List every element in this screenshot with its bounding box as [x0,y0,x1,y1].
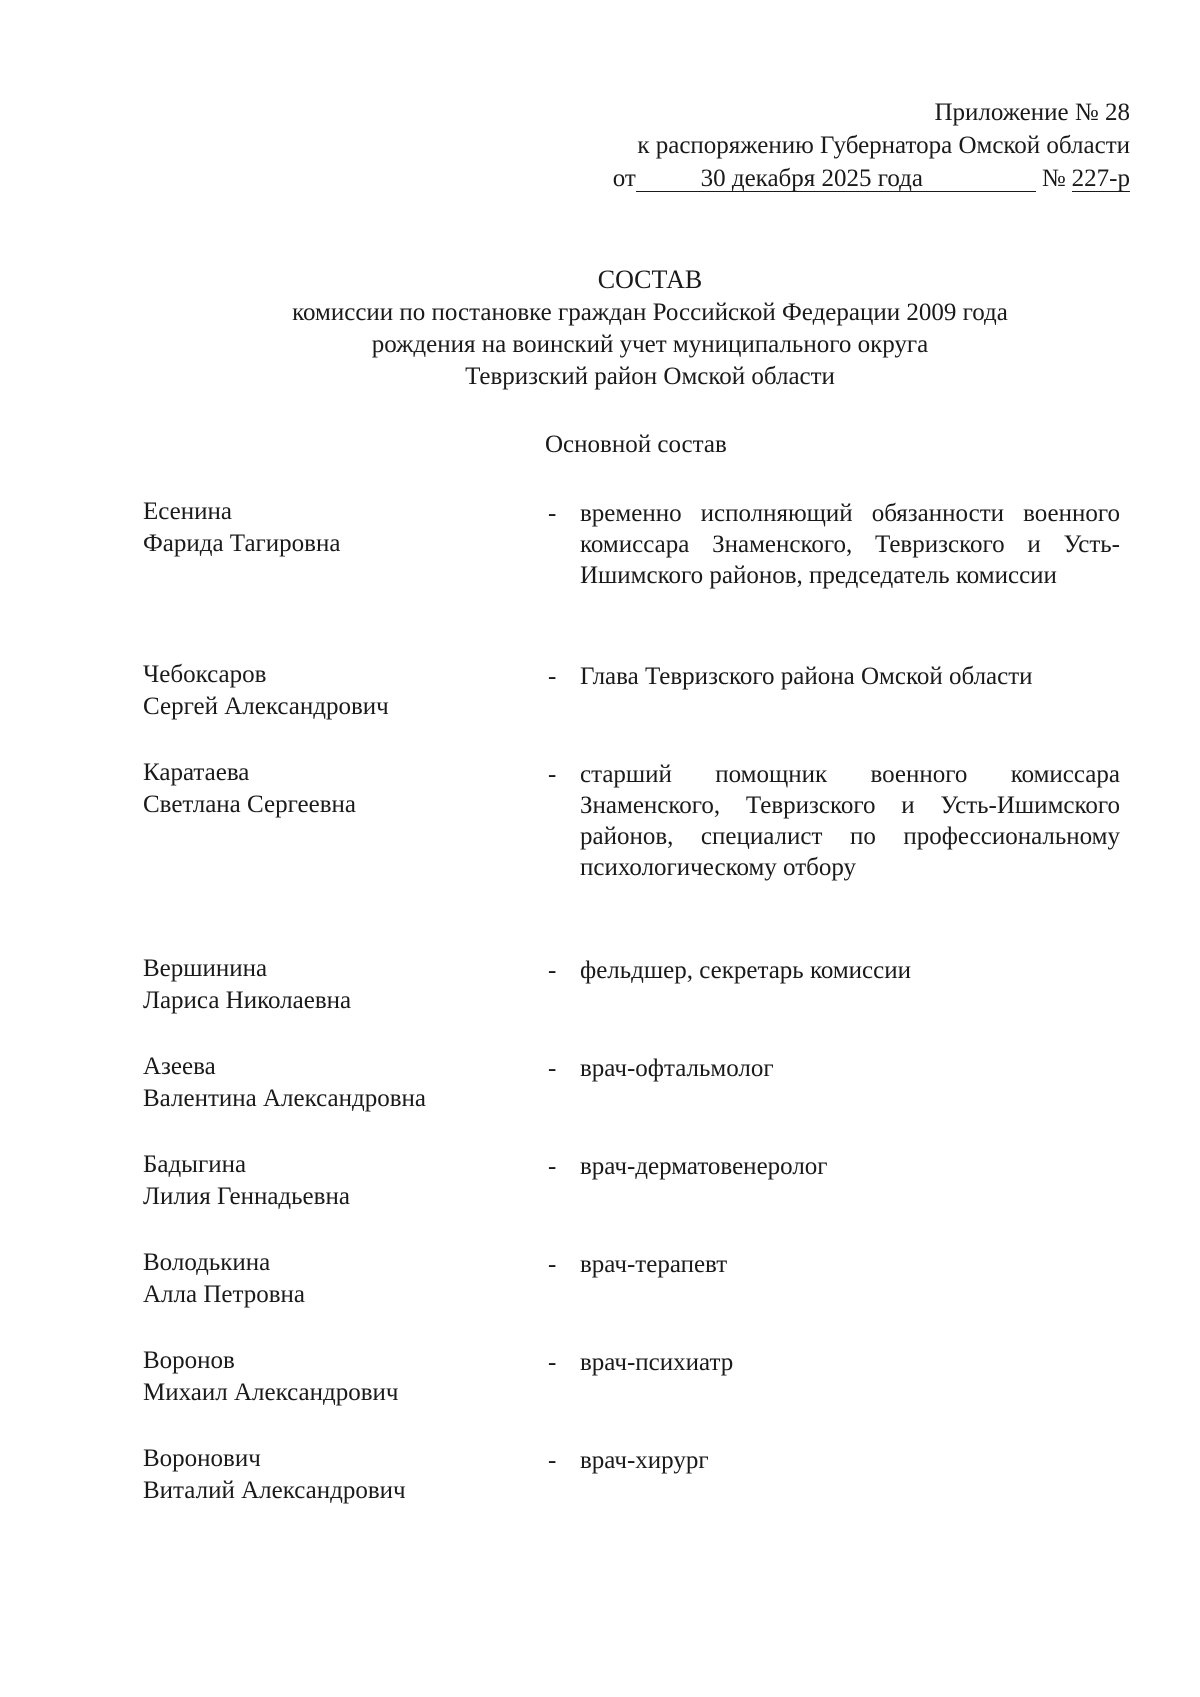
member-given-name: Михаил Александрович [143,1379,399,1406]
member-surname: Чебоксаров [143,661,267,688]
member-name [143,1149,513,1213]
member-dash: - [548,761,557,788]
member-surname: Бадыгина [143,1151,247,1178]
member-given-name: Лариса Николаевна [143,987,352,1014]
member-role: врач-хирург [580,1447,709,1474]
member-dash: - [548,663,557,690]
section-label: Основной состав [545,431,727,458]
member-role: старший помощник военного комиссара Знаменского, Тевризского и Усть-Ишимского районов, специалист по профессиональному психологическому отбору [580,761,1120,881]
member-surname: Вершинина [143,955,268,982]
member-given-name: Валентина Александровна [143,1085,426,1112]
member-given-name: Сергей Александрович [143,693,389,720]
member-dash: - [548,1055,557,1082]
member-role: врач-психиатр [580,1349,734,1376]
member-role: врач-дерматовенеролог [580,1153,828,1180]
date-prefix: от [612,165,636,192]
member-name [143,1247,513,1311]
member-name [143,659,513,723]
member-name [143,1051,513,1115]
member-given-name: Фарида Тагировна [143,530,341,557]
title-line-2: рождения на воинский учет муниципального округа [371,331,929,358]
member-role: врач-терапевт [580,1251,728,1278]
order-number: 227-р [1071,165,1130,192]
member-dash: - [548,1447,557,1474]
member-surname: Воронович [143,1445,261,1472]
member-name [143,757,513,821]
member-role: фельдшер, секретарь комиссии [580,957,912,984]
member-given-name: Алла Петровна [143,1281,306,1308]
member-surname: Каратаева [143,759,250,786]
member-role: временно исполняющий обязанности военного комиссара Знаменского, Тевризского и Усть-Ишимского районов, председатель комиссии [580,500,1120,589]
order-date: 30 декабря 2025 года [636,167,1036,192]
member-surname: Азеева [143,1053,216,1080]
member-given-name: Виталий Александрович [143,1477,406,1504]
member-name [143,496,513,560]
appendix-header [530,96,1130,195]
order-date-number-line [530,162,1130,195]
member-role: Глава Тевризского района Омской области [580,663,1033,690]
member-name [143,1345,513,1409]
member-dash: - [548,1349,557,1376]
member-name [143,953,513,1017]
appendix-number: Приложение № 28 [934,99,1130,126]
member-role: врач-офтальмолог [580,1055,774,1082]
member-given-name: Лилия Геннадьевна [143,1183,350,1210]
member-dash: - [548,957,557,984]
member-given-name: Светлана Сергеевна [143,791,357,818]
member-surname: Володькина [143,1249,271,1276]
document-title [120,264,1180,393]
member-dash: - [548,500,557,527]
title-main: СОСТАВ [597,265,703,294]
member-surname: Воронов [143,1347,235,1374]
member-dash: - [548,1251,557,1278]
order-reference: к распоряжению Губернатора Омской области [637,132,1130,159]
member-dash: - [548,1153,557,1180]
title-line-3: Тевризский район Омской области [465,363,835,390]
title-line-1: комиссии по постановке граждан Российской Федерации 2009 года [292,299,1008,326]
number-label: № [1041,165,1066,192]
member-surname: Есенина [143,498,233,525]
member-name [143,1443,513,1507]
